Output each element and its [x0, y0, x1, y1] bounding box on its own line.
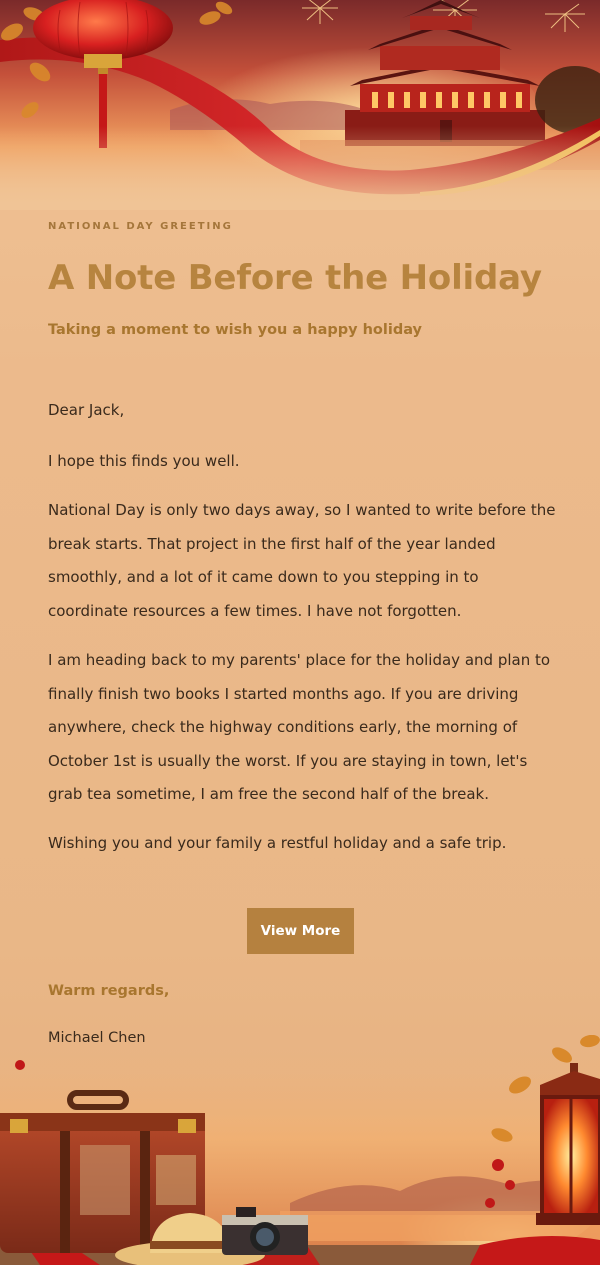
header-illustration: [0, 0, 600, 210]
eyebrow-label: NATIONAL DAY GREETING: [48, 221, 233, 232]
sender-name: Michael Chen: [48, 1030, 146, 1046]
letter-paragraph: I am heading back to my parents' place for the holiday and plan to finally finish two books I started months ago. If you are driving anywhere, check the highway conditions early, the morning of October 1st is usually the worst. If you are staying in town, let's grab tea sometime, I am free the second half of the break.: [48, 651, 551, 803]
letter-greeting: Dear Jack,: [48, 401, 125, 419]
letter-opening: I hope this finds you well.: [48, 452, 240, 470]
standing-lantern-icon: [536, 1063, 600, 1225]
letter-paragraph: Wishing you and your family a restful holiday and a safe trip.: [48, 834, 507, 852]
signoff: Warm regards,: [48, 983, 170, 999]
subtitle: Taking a moment to wish you a happy holiday: [48, 322, 423, 338]
footer-illustration: [0, 1035, 600, 1265]
view-more-button[interactable]: View More: [247, 908, 354, 954]
letter-paragraph: National Day is only two days away, so I wanted to write before the break starts. That project in the first half of the year landed smoothly, and a lot of it came down to you stepping in to coordinate resources a few times. I have not forgotten.: [48, 501, 556, 620]
page-title: A Note Before the Holiday: [48, 258, 542, 298]
